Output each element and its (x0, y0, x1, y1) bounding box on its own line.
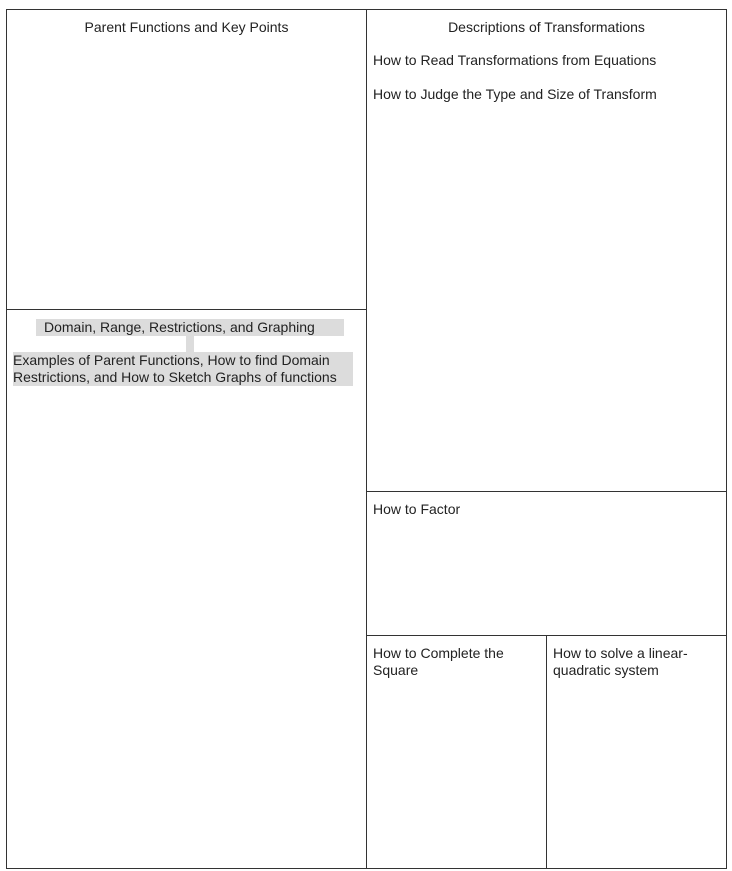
complete-square-cell (366, 635, 547, 869)
parent-functions-title: Parent Functions and Key Points (84, 19, 289, 35)
transformations-line-1: How to Read Transformations from Equations (373, 52, 657, 68)
complete-square-title: How to Complete the Square (373, 645, 508, 678)
domain-range-cell (6, 309, 367, 869)
transformations-title: Descriptions of Transformations (448, 19, 645, 35)
linear-quadratic-cell (546, 635, 727, 869)
domain-range-description: Examples of Parent Functions, How to find Domain Restrictions, and How to Sketch Graphs of functions (13, 352, 353, 386)
transformations-cell (366, 9, 727, 492)
domain-range-title: Domain, Range, Restrictions, and Graphing (36, 319, 344, 336)
title-connector (186, 336, 194, 353)
factor-cell (366, 491, 727, 636)
factor-title: How to Factor (373, 501, 461, 517)
parent-functions-cell (6, 9, 367, 310)
linear-quadratic-title: How to solve a linear-quadratic system (553, 645, 688, 678)
transformations-line-2: How to Judge the Type and Size of Transform (373, 86, 657, 102)
